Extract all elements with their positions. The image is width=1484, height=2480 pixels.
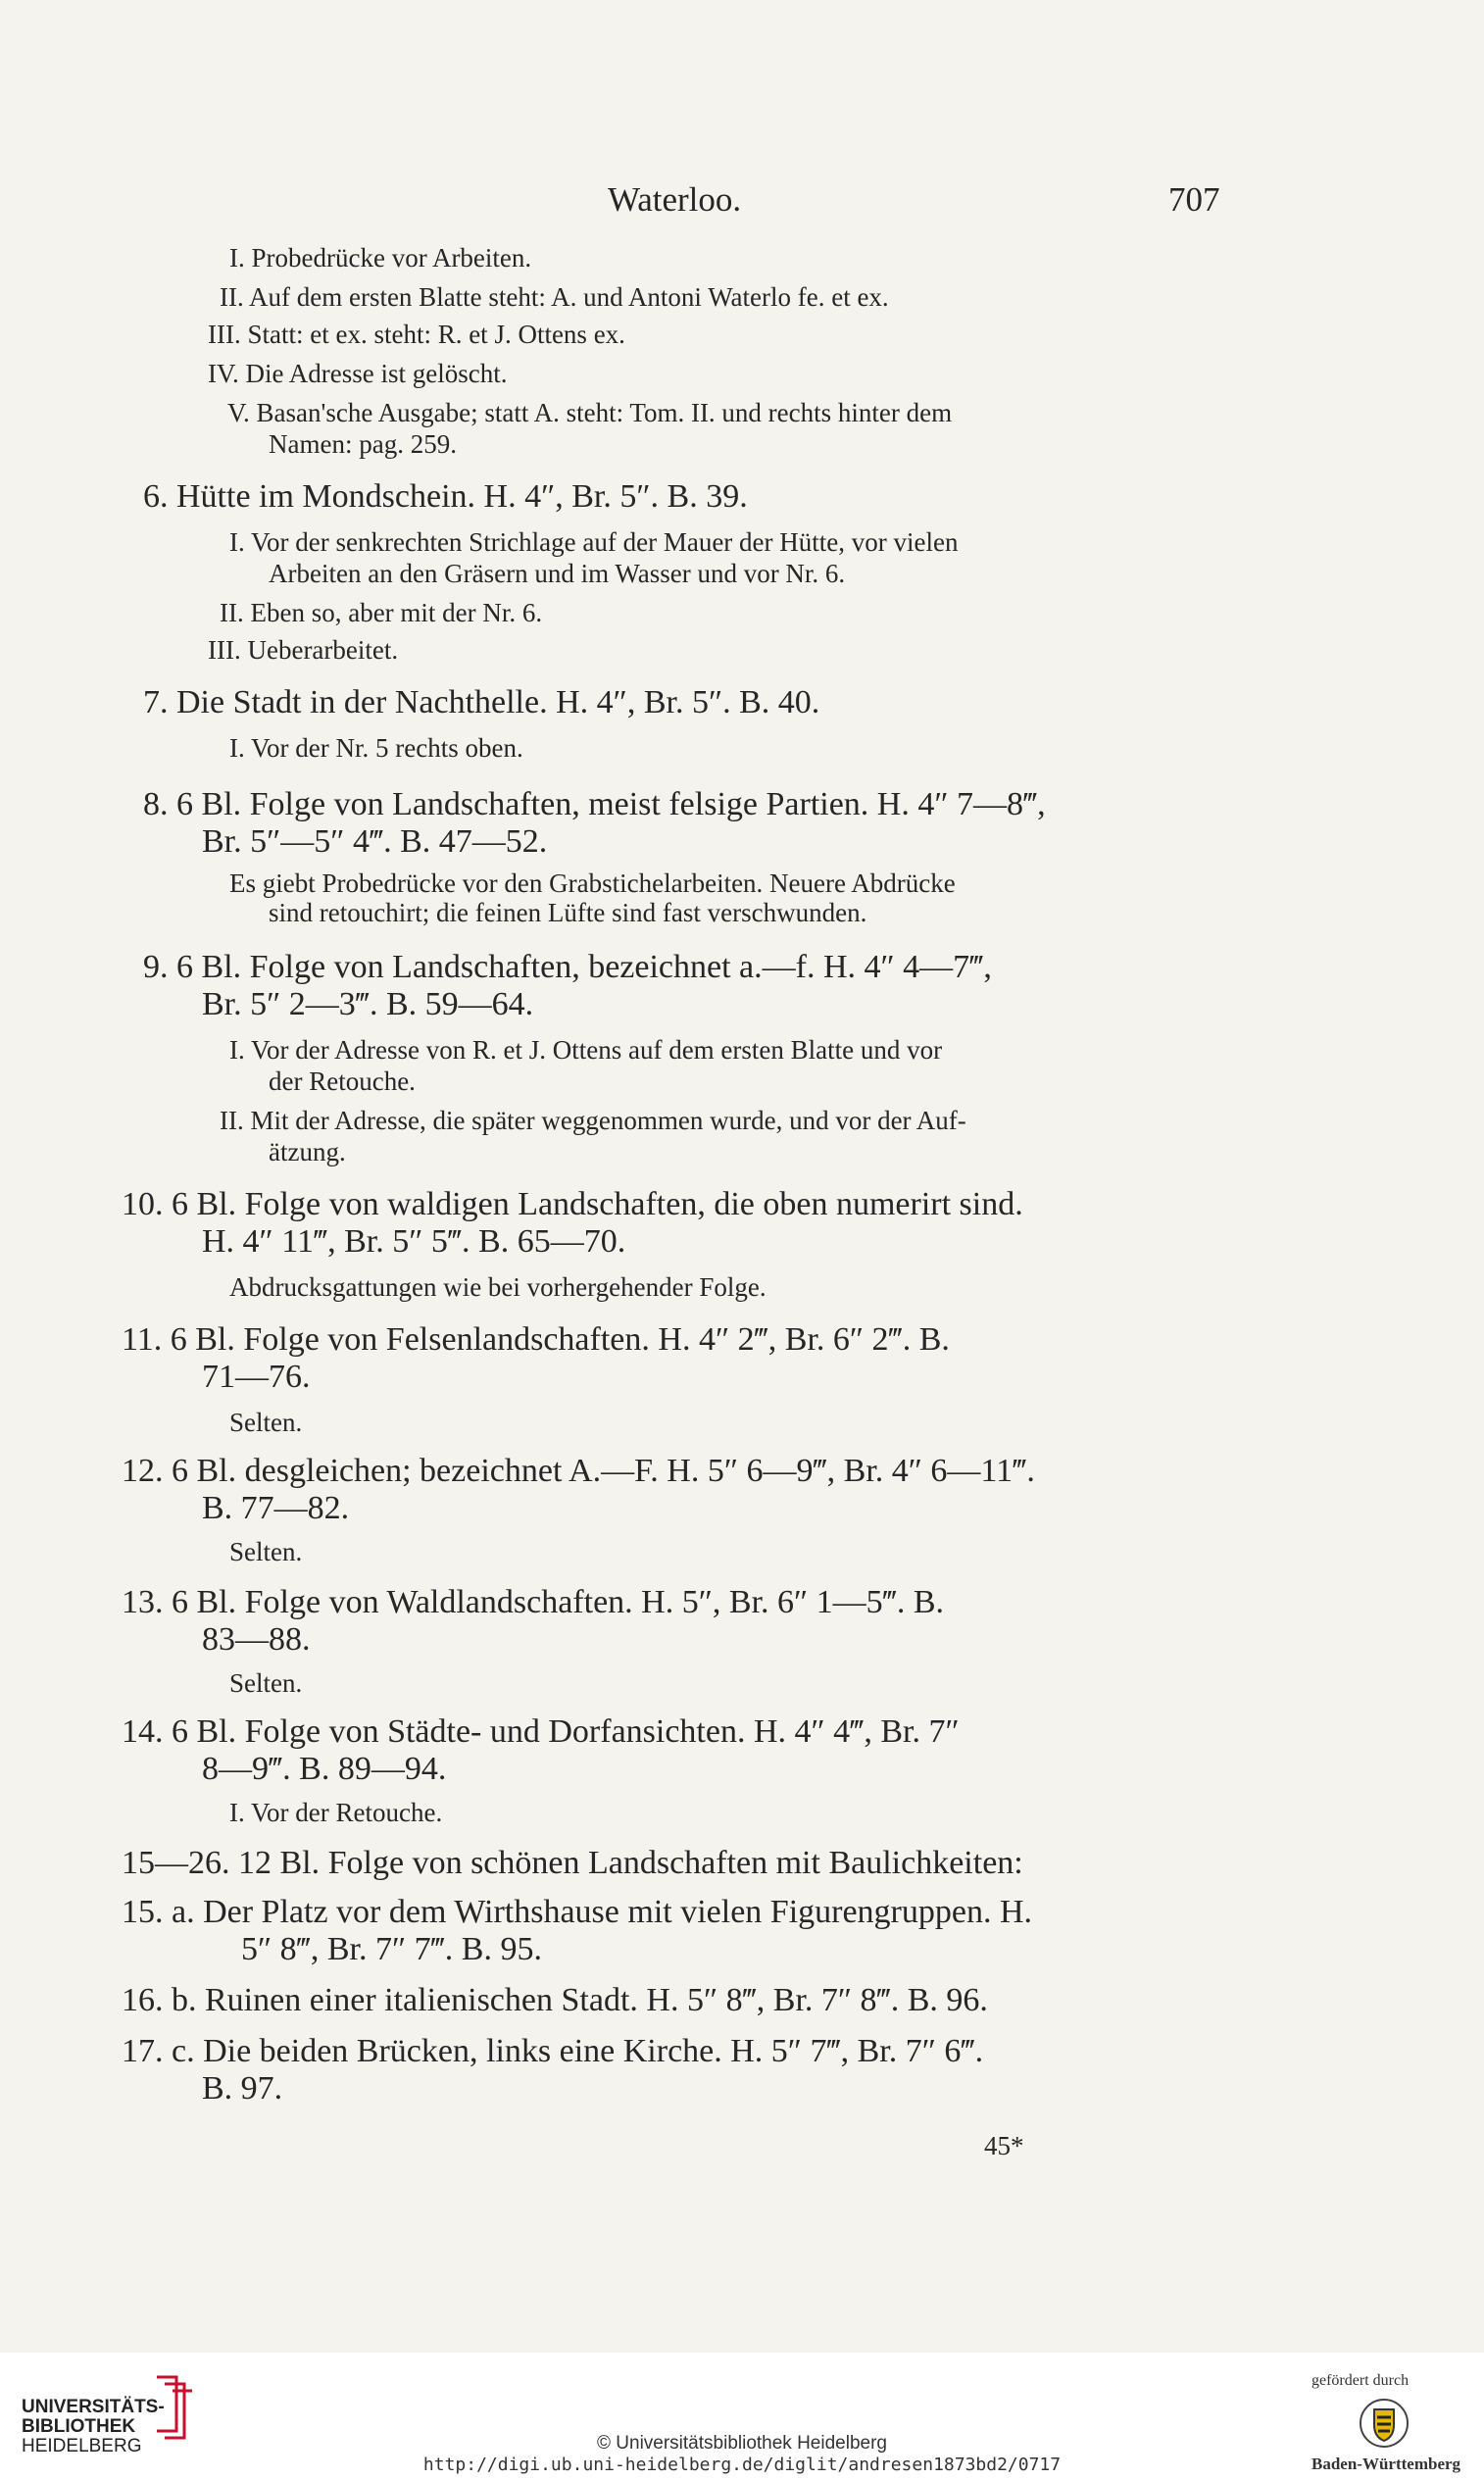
- text-line: 12. 6 Bl. desgleichen; bezeichnet A.—F. H. 5″ 6—9‴, Br. 4″ 6—11‴.: [122, 1453, 1035, 1489]
- copyright-text: © Universitätsbibliothek Heidelberg: [597, 2433, 887, 2454]
- coat-of-arms-icon: [1357, 2396, 1411, 2451]
- text-line: 10. 6 Bl. Folge von waldigen Landschaften, die oben numerirt sind.: [122, 1186, 1023, 1222]
- permalink[interactable]: http://digi.ub.uni-heidelberg.de/diglit/andresen1873bd2/0717: [422, 2455, 1062, 2475]
- text-line: 5″ 8‴, Br. 7″ 7‴. B. 95.: [241, 1931, 542, 1967]
- text-line: III. Ueberarbeitet.: [208, 635, 399, 665]
- text-line: I. Vor der Retouche.: [229, 1798, 443, 1827]
- text-line: Arbeiten an den Gräsern und im Wasser und vor Nr. 6.: [269, 559, 846, 588]
- text-line: II. Eben so, aber mit der Nr. 6.: [220, 598, 543, 627]
- text-line: der Retouche.: [269, 1066, 416, 1096]
- text-line: Abdrucksgattungen wie bei vorhergehender Folge.: [229, 1272, 767, 1302]
- text-line: Selten.: [229, 1537, 303, 1566]
- text-line: Selten.: [229, 1668, 303, 1698]
- text-line: ätzung.: [269, 1137, 346, 1166]
- text-line: 13. 6 Bl. Folge von Waldlandschaften. H. 5″, Br. 6″ 1—5‴. B.: [122, 1584, 945, 1620]
- text-line: I. Vor der senkrechten Strichlage auf der Mauer der Hütte, vor vielen: [229, 527, 959, 557]
- text-line: I. Vor der Nr. 5 rechts oben.: [229, 733, 523, 763]
- text-line: B. 97.: [202, 2070, 283, 2107]
- text-line: 6. Hütte im Mondschein. H. 4″, Br. 5″. B. 39.: [143, 478, 748, 515]
- text-line: 11. 6 Bl. Folge von Felsenlandschaften. H. 4″ 2‴, Br. 6″ 2‴. B.: [122, 1321, 950, 1358]
- text-line: 71—76.: [202, 1359, 311, 1395]
- text-line: 7. Die Stadt in der Nachthelle. H. 4″, Br. 5″. B. 40.: [143, 684, 820, 720]
- text-line: Selten.: [229, 1408, 303, 1437]
- text-line: 8—9‴. B. 89—94.: [202, 1751, 447, 1787]
- library-line-2: BIBLIOTHEK: [22, 2416, 136, 2437]
- text-line: sind retouchirt; die feinen Lüfte sind fast verschwunden.: [269, 898, 867, 927]
- text-line: Br. 5″—5″ 4‴. B. 47—52.: [202, 823, 548, 860]
- text-line: Es giebt Probedrücke vor den Grabstichelarbeiten. Neuere Abdrücke: [229, 868, 956, 898]
- text-line: 14. 6 Bl. Folge von Städte- und Dorfansichten. H. 4″ 4‴, Br. 7″: [122, 1713, 960, 1750]
- text-line: I. Vor der Adresse von R. et J. Ottens auf dem ersten Blatte und vor: [229, 1035, 943, 1065]
- footer: [0, 2353, 1484, 2480]
- text-line: 15—26. 12 Bl. Folge von schönen Landschaften mit Baulichkeiten:: [122, 1845, 1023, 1881]
- page-number: 707: [1168, 180, 1220, 219]
- text-line: I. Probedrücke vor Arbeiten.: [229, 243, 532, 273]
- text-line: Namen: pag. 259.: [269, 429, 457, 459]
- sponsor-name: Baden-Württemberg: [1311, 2455, 1461, 2473]
- text-line: IV. Die Adresse ist gelöscht.: [208, 359, 508, 388]
- text-line: II. Auf dem ersten Blatte steht: A. und Antoni Waterlo fe. et ex.: [220, 282, 889, 312]
- text-line: 83—88.: [202, 1621, 311, 1658]
- sponsor-label: gefördert durch: [1311, 2372, 1410, 2389]
- text-line: 9. 6 Bl. Folge von Landschaften, bezeichnet a.—f. H. 4″ 4—7‴,: [143, 949, 992, 985]
- running-title: Waterloo.: [608, 180, 742, 219]
- text-line: III. Statt: et ex. steht: R. et J. Ottens ex.: [208, 320, 625, 349]
- text-line: 17. c. Die beiden Brücken, links eine Kirche. H. 5″ 7‴, Br. 7″ 6‴.: [122, 2033, 984, 2069]
- text-line: Br. 5″ 2—3‴. B. 59—64.: [202, 986, 534, 1022]
- text-line: H. 4″ 11‴, Br. 5″ 5‴. B. 65—70.: [202, 1223, 626, 1260]
- text-line: 8. 6 Bl. Folge von Landschaften, meist felsige Partien. H. 4″ 7—8‴,: [143, 786, 1046, 822]
- signature-mark: 45*: [984, 2131, 1024, 2160]
- text-line: II. Mit der Adresse, die später weggenommen wurde, und vor der Auf-: [220, 1106, 966, 1135]
- text-line: V. Basan'sche Ausgabe; statt A. steht: Tom. II. und rechts hinter dem: [227, 398, 953, 427]
- text-line: 15. a. Der Platz vor dem Wirthshause mit vielen Figurengruppen. H.: [122, 1894, 1033, 1930]
- text-line: B. 77—82.: [202, 1490, 350, 1526]
- library-line-3: HEIDELBERG: [22, 2436, 142, 2456]
- text-line: 16. b. Ruinen einer italienischen Stadt. H. 5″ 8‴, Br. 7″ 8‴. B. 96.: [122, 1982, 988, 2018]
- library-line-1: UNIVERSITÄTS-: [22, 2397, 165, 2417]
